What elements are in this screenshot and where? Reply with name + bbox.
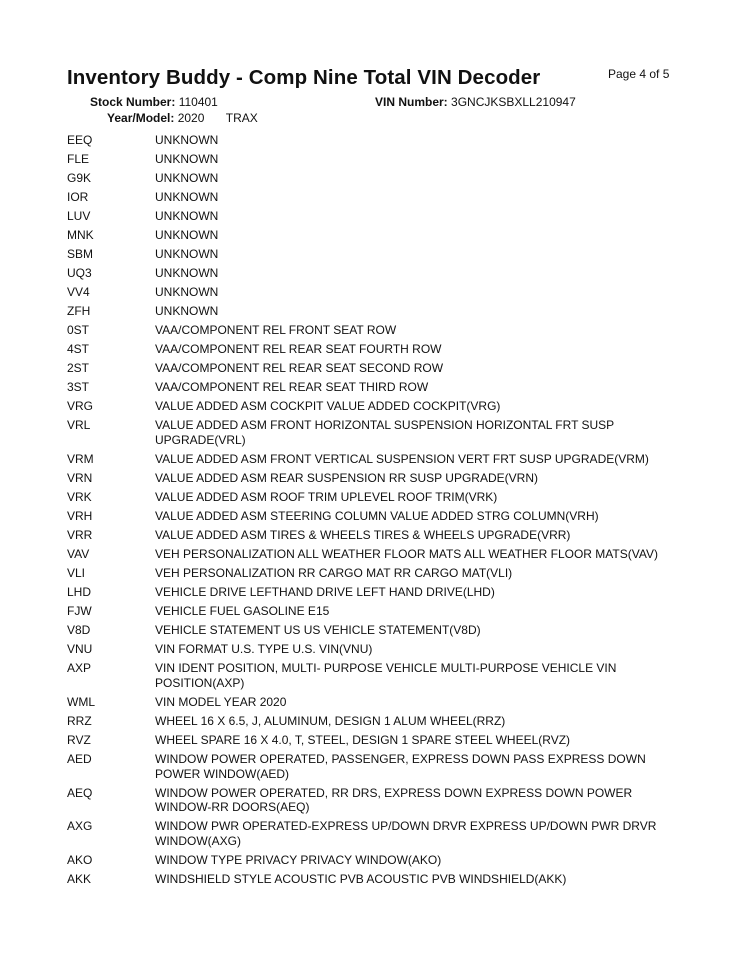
option-code: VRR xyxy=(67,528,93,543)
list-item xyxy=(67,152,687,171)
option-code: FJW xyxy=(67,604,92,619)
list-item xyxy=(67,190,687,209)
list-item xyxy=(67,285,687,304)
option-description: VAA/COMPONENT REL FRONT SEAT ROW xyxy=(155,323,397,338)
option-description: VEH PERSONALIZATION ALL WEATHER FLOOR MATS ALL WEATHER FLOOR MATS(VAV) xyxy=(155,547,658,562)
option-description: WINDOW TYPE PRIVACY PRIVACY WINDOW(AKO) xyxy=(155,853,442,868)
list-item xyxy=(67,566,687,585)
list-item xyxy=(67,547,687,566)
option-code-list xyxy=(67,133,687,891)
option-description: UNKNOWN xyxy=(155,190,219,205)
vin-number-line xyxy=(375,95,576,109)
option-description: UNKNOWN xyxy=(155,266,219,281)
list-item xyxy=(67,361,687,380)
option-code: WML xyxy=(67,695,95,710)
option-code: IOR xyxy=(67,190,89,205)
option-code: RVZ xyxy=(67,733,91,748)
model-value: TRAX xyxy=(225,111,258,125)
option-code: UQ3 xyxy=(67,266,92,281)
list-item xyxy=(67,266,687,285)
list-item xyxy=(67,228,687,247)
year-model-label: Year/Model: xyxy=(107,111,175,125)
stock-number-value: 110401 xyxy=(178,95,218,109)
option-description: VEHICLE FUEL GASOLINE E15 xyxy=(155,604,330,619)
option-description: VALUE ADDED ASM STEERING COLUMN VALUE ADDED STRG COLUMN(VRH) xyxy=(155,509,599,524)
list-item xyxy=(67,452,687,471)
option-description: WHEEL 16 X 6.5, J, ALUMINUM, DESIGN 1 ALUM WHEEL(RRZ) xyxy=(155,714,506,729)
option-code: 2ST xyxy=(67,361,90,376)
option-code: AXP xyxy=(67,661,92,676)
option-code: AKK xyxy=(67,872,92,887)
option-description: WINDOW POWER OPERATED, RR DRS, EXPRESS DOWN EXPRESS DOWN POWER WINDOW-RR DOORS(AEQ) xyxy=(155,785,633,815)
option-description: VALUE ADDED ASM FRONT HORIZONTAL SUSPENSION HORIZONTAL FRT SUSP UPGRADE(VRL) xyxy=(155,418,614,448)
list-item xyxy=(67,209,687,228)
list-item xyxy=(67,733,687,752)
list-item xyxy=(67,171,687,190)
option-description: UNKNOWN xyxy=(155,247,219,262)
list-item xyxy=(67,342,687,361)
option-code: LHD xyxy=(67,585,92,600)
option-description: UNKNOWN xyxy=(155,228,219,243)
list-item xyxy=(67,872,687,891)
option-description: UNKNOWN xyxy=(155,152,219,167)
option-description: VALUE ADDED ASM ROOF TRIM UPLEVEL ROOF TRIM(VRK) xyxy=(155,490,498,505)
list-item xyxy=(67,661,687,695)
option-description: UNKNOWN xyxy=(155,285,219,300)
option-code: EEQ xyxy=(67,133,93,147)
option-description: WINDOW POWER OPERATED, PASSENGER, EXPRESS DOWN PASS EXPRESS DOWN POWER WINDOW(AED) xyxy=(155,752,646,781)
option-code: VRG xyxy=(67,399,94,414)
option-description: VIN IDENT POSITION, MULTI- PURPOSE VEHICLE MULTI-PURPOSE VEHICLE VIN POSITION(AXP) xyxy=(155,661,617,691)
list-item xyxy=(67,490,687,509)
option-code: RRZ xyxy=(67,714,92,729)
list-item xyxy=(67,380,687,399)
option-description: WHEEL SPARE 16 X 4.0, T, STEEL, DESIGN 1 SPARE STEEL WHEEL(RVZ) xyxy=(155,733,571,748)
option-description: VALUE ADDED ASM TIRES & WHEELS TIRES & WHEELS UPGRADE(VRR) xyxy=(155,528,571,543)
page-number: Page 4 of 5 xyxy=(608,67,670,81)
list-item xyxy=(67,418,687,452)
list-item xyxy=(67,786,687,820)
option-code: VV4 xyxy=(67,285,90,300)
list-item xyxy=(67,585,687,604)
option-code: VRL xyxy=(67,418,91,433)
option-description: VEHICLE STATEMENT US US VEHICLE STATEMENT(V8D) xyxy=(155,623,481,638)
list-item xyxy=(67,623,687,642)
option-description: VALUE ADDED ASM FRONT VERTICAL SUSPENSION VERT FRT SUSP UPGRADE(VRM) xyxy=(155,452,649,467)
option-code: AXG xyxy=(67,819,93,834)
option-description: VEHICLE DRIVE LEFTHAND DRIVE LEFT HAND DRIVE(LHD) xyxy=(155,585,495,600)
option-code: AEQ xyxy=(67,785,93,800)
option-code: V8D xyxy=(67,623,91,638)
option-description: UNKNOWN xyxy=(155,133,219,147)
list-item xyxy=(67,819,687,853)
year-model-line xyxy=(107,111,258,125)
option-description: VALUE ADDED ASM COCKPIT VALUE ADDED COCKPIT(VRG) xyxy=(155,399,501,414)
option-description: UNKNOWN xyxy=(155,304,219,319)
list-item xyxy=(67,509,687,528)
option-code: VRN xyxy=(67,471,93,486)
option-code: VRH xyxy=(67,509,93,524)
option-code: AED xyxy=(67,752,92,767)
option-code: 4ST xyxy=(67,342,90,357)
option-code: MNK xyxy=(67,228,94,243)
list-item xyxy=(67,752,687,786)
option-description: WINDSHIELD STYLE ACOUSTIC PVB ACOUSTIC PVB WINDSHIELD(AKK) xyxy=(155,872,567,887)
stock-number-label: Stock Number: xyxy=(90,95,176,109)
list-item xyxy=(67,642,687,661)
list-item xyxy=(67,528,687,547)
list-item xyxy=(67,714,687,733)
option-code: VNU xyxy=(67,642,93,657)
option-code: LUV xyxy=(67,209,91,224)
year-value: 2020 xyxy=(177,111,205,125)
list-item xyxy=(67,853,687,872)
stock-number-line xyxy=(90,95,218,109)
option-description: VIN MODEL YEAR 2020 xyxy=(155,695,287,710)
option-code: VRK xyxy=(67,490,92,505)
option-description: VAA/COMPONENT REL REAR SEAT SECOND ROW xyxy=(155,361,444,376)
option-description: WINDOW PWR OPERATED-EXPRESS UP/DOWN DRVR EXPRESS UP/DOWN PWR DRVR WINDOW(AXG) xyxy=(155,819,657,848)
option-code: 0ST xyxy=(67,323,90,338)
option-code: 3ST xyxy=(67,380,90,395)
list-item xyxy=(67,304,687,323)
list-item xyxy=(67,695,687,714)
list-item xyxy=(67,133,687,152)
option-code: SBM xyxy=(67,247,94,262)
option-description: VAA/COMPONENT REL REAR SEAT FOURTH ROW xyxy=(155,342,442,357)
option-code: ZFH xyxy=(67,304,91,319)
list-item xyxy=(67,471,687,490)
option-code: VAV xyxy=(67,547,90,562)
list-item xyxy=(67,399,687,418)
option-description: VEH PERSONALIZATION RR CARGO MAT RR CARGO MAT(VLI) xyxy=(155,566,513,581)
page-title: Inventory Buddy - Comp Nine Total VIN Decoder xyxy=(67,66,541,89)
option-description: UNKNOWN xyxy=(155,171,219,186)
option-code: VRM xyxy=(67,452,94,467)
list-item xyxy=(67,247,687,266)
vin-number-value: 3GNCJKSBXLL210947 xyxy=(451,95,576,109)
option-description: UNKNOWN xyxy=(155,209,219,224)
option-code: VLI xyxy=(67,566,86,581)
option-description: VAA/COMPONENT REL REAR SEAT THIRD ROW xyxy=(155,380,429,395)
option-description: VALUE ADDED ASM REAR SUSPENSION RR SUSP UPGRADE(VRN) xyxy=(155,471,538,486)
list-item xyxy=(67,323,687,342)
option-description: VIN FORMAT U.S. TYPE U.S. VIN(VNU) xyxy=(155,642,373,657)
option-code: AKO xyxy=(67,853,93,868)
option-code: G9K xyxy=(67,171,92,186)
list-item xyxy=(67,604,687,623)
vin-number-label: VIN Number: xyxy=(375,95,448,109)
option-code: FLE xyxy=(67,152,90,167)
